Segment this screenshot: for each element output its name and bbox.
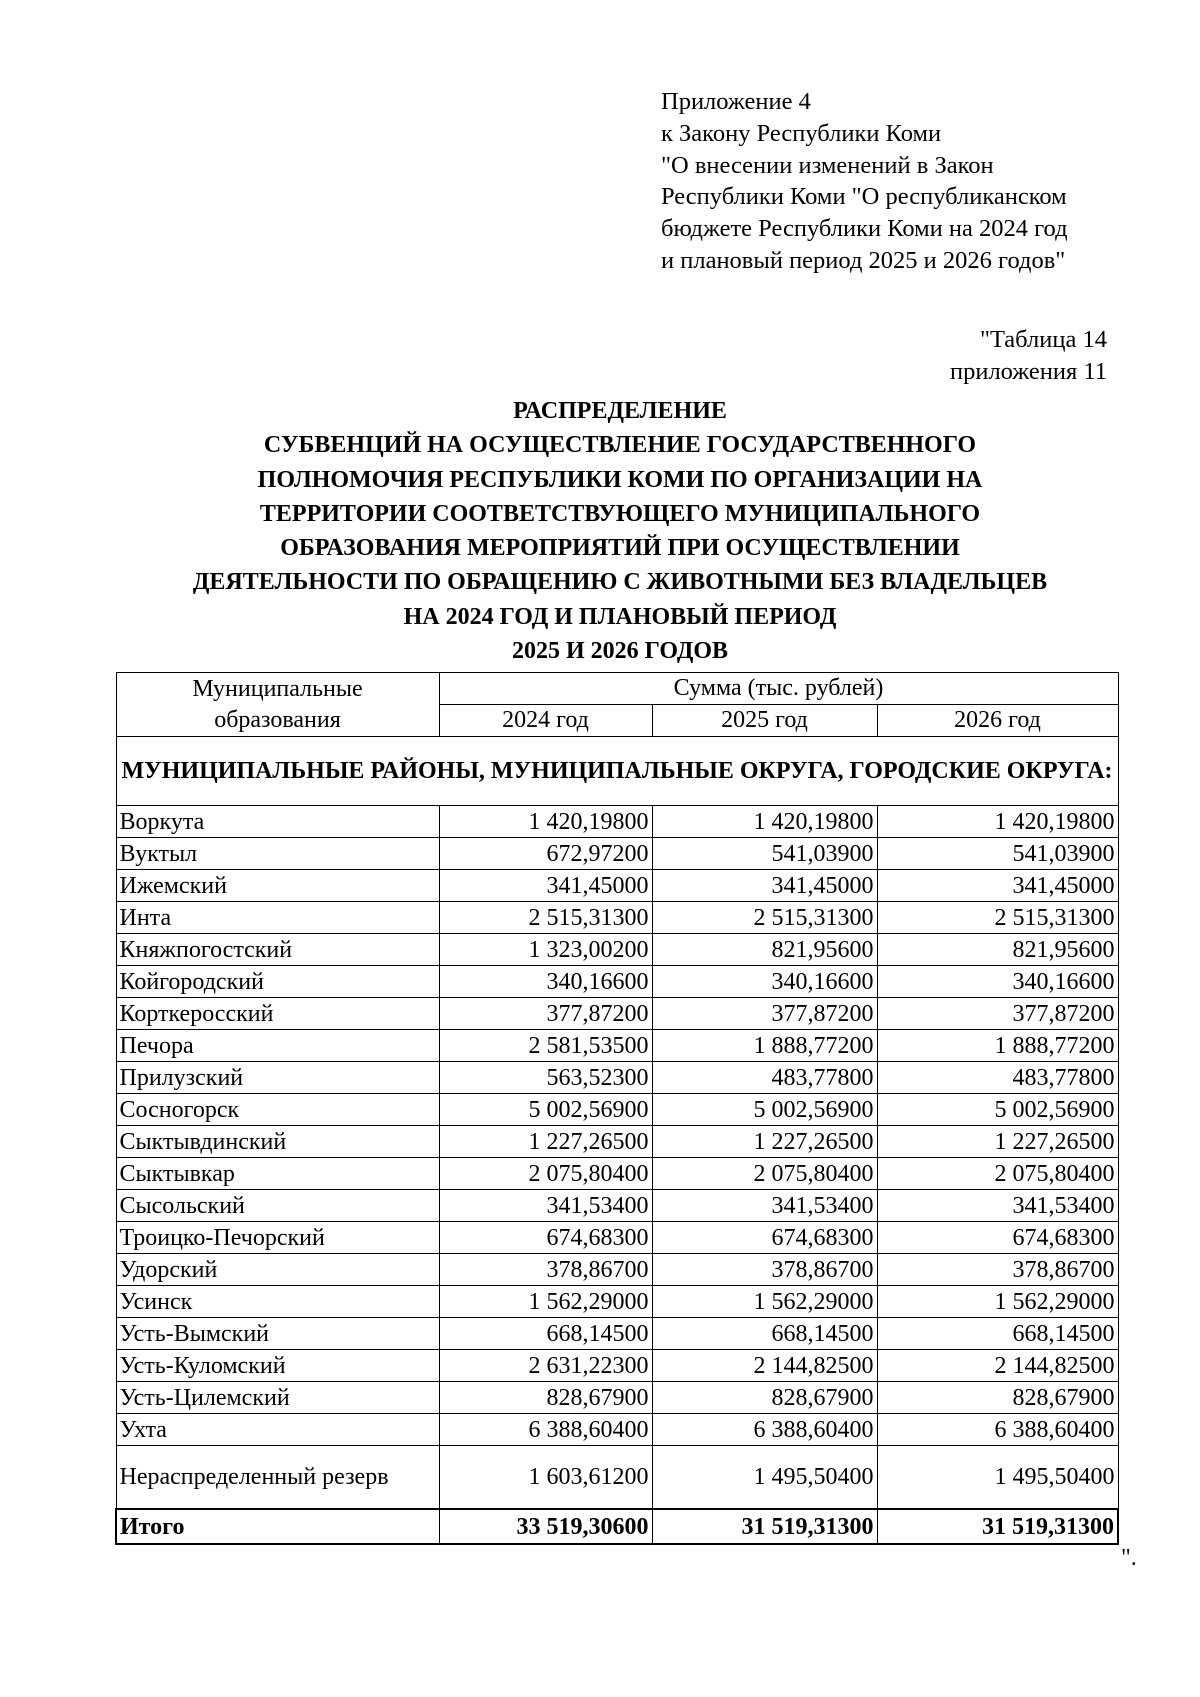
municipality-cell: Сысольский [116, 1190, 439, 1222]
amount-2025-cell: 1 420,19800 [652, 806, 877, 838]
municipality-cell: Печора [116, 1030, 439, 1062]
title-line: 2025 И 2026 ГОДОВ [512, 638, 728, 665]
amount-2026-cell: 541,03900 [877, 838, 1118, 870]
amount-2024-cell: 1 603,61200 [439, 1446, 652, 1510]
municipality-cell: Сыктывдинский [116, 1126, 439, 1158]
amount-2024-cell: 672,97200 [439, 838, 652, 870]
amount-2025-cell: 31 519,31300 [652, 1509, 877, 1544]
amount-2024-cell: 674,68300 [439, 1222, 652, 1254]
amount-2024-cell: 5 002,56900 [439, 1094, 652, 1126]
amount-2024-cell: 377,87200 [439, 998, 652, 1030]
municipality-cell: Сыктывкар [116, 1158, 439, 1190]
municipality-cell: Усть-Вымский [116, 1318, 439, 1350]
header-sum: Сумма (тыс. рублей) [439, 673, 1118, 705]
amount-2024-cell: 563,52300 [439, 1062, 652, 1094]
table-row [116, 1382, 1118, 1414]
amount-2024-cell: 1 323,00200 [439, 934, 652, 966]
municipality-cell: Койгородский [116, 966, 439, 998]
amount-2024-cell: 33 519,30600 [439, 1509, 652, 1544]
amount-2026-cell: 828,67900 [877, 1382, 1118, 1414]
amount-2026-cell: 340,16600 [877, 966, 1118, 998]
amount-2025-cell: 2 075,80400 [652, 1158, 877, 1190]
table-ref-line: приложения 11 [949, 357, 1107, 385]
document-title [110, 394, 1130, 668]
table-row [116, 1350, 1118, 1382]
municipality-cell: Усинск [116, 1286, 439, 1318]
amount-2026-cell: 1 888,77200 [877, 1030, 1118, 1062]
amount-2026-cell: 483,77800 [877, 1062, 1118, 1094]
header-year-2025: 2025 год [652, 705, 877, 737]
municipality-cell: Ижемский [116, 870, 439, 902]
table-ref-line: "Таблица 14 [979, 326, 1107, 353]
municipality-cell: Княжпогостский [116, 934, 439, 966]
closing-quote-mark: ". [1121, 1545, 1137, 1571]
amount-2026-cell: 668,14500 [877, 1318, 1118, 1350]
amount-2024-cell: 378,86700 [439, 1254, 652, 1286]
amount-2024-cell: 1 420,19800 [439, 806, 652, 838]
amount-2025-cell: 541,03900 [652, 838, 877, 870]
amount-2025-cell: 1 495,50400 [652, 1446, 877, 1510]
amount-2025-cell: 1 888,77200 [652, 1030, 877, 1062]
amount-2024-cell: 1 562,29000 [439, 1286, 652, 1318]
table-row [116, 1062, 1118, 1094]
header-municipality-line1: Муниципальные [192, 675, 363, 702]
municipality-cell: Воркута [116, 806, 439, 838]
section-title: МУНИЦИПАЛЬНЫЕ РАЙОНЫ, МУНИЦИПАЛЬНЫЕ ОКРУГА, ГОРОДСКИЕ ОКРУГА: [116, 737, 1118, 806]
amount-2025-cell: 5 002,56900 [652, 1094, 877, 1126]
table-reference [950, 324, 1107, 388]
amount-2026-cell: 1 420,19800 [877, 806, 1118, 838]
table-row [116, 902, 1118, 934]
header-year-2024: 2024 год [439, 705, 652, 737]
municipality-cell: Усть-Куломский [116, 1350, 439, 1382]
amount-2025-cell: 668,14500 [652, 1318, 877, 1350]
municipality-cell: Сосногорск [116, 1094, 439, 1126]
header-row [116, 673, 1118, 705]
amount-2024-cell: 341,45000 [439, 870, 652, 902]
amount-2024-cell: 828,67900 [439, 1382, 652, 1414]
amount-2026-cell: 821,95600 [877, 934, 1118, 966]
amount-2025-cell: 377,87200 [652, 998, 877, 1030]
amount-2024-cell: 668,14500 [439, 1318, 652, 1350]
amount-2025-cell: 1 562,29000 [652, 1286, 877, 1318]
table-row [116, 838, 1118, 870]
table-row [116, 1318, 1118, 1350]
amount-2025-cell: 483,77800 [652, 1062, 877, 1094]
table-row [116, 1414, 1118, 1446]
appendix-line: Приложение 4 [661, 88, 811, 115]
table-row [116, 1126, 1118, 1158]
amount-2026-cell: 6 388,60400 [877, 1414, 1118, 1446]
municipality-cell: Вуктыл [116, 838, 439, 870]
amount-2025-cell: 378,86700 [652, 1254, 877, 1286]
amount-2025-cell: 2 515,31300 [652, 902, 877, 934]
amount-2024-cell: 340,16600 [439, 966, 652, 998]
table-row [116, 1158, 1118, 1190]
amount-2025-cell: 1 227,26500 [652, 1126, 877, 1158]
table-row [116, 966, 1118, 998]
distribution-table [115, 672, 1119, 1545]
amount-2025-cell: 340,16600 [652, 966, 877, 998]
municipality-cell: Троицко-Печорский [116, 1222, 439, 1254]
amount-2026-cell: 341,53400 [877, 1190, 1118, 1222]
municipality-cell: Инта [116, 902, 439, 934]
title-line: ТЕРРИТОРИИ СООТВЕТСТВУЮЩЕГО МУНИЦИПАЛЬНОГО [259, 500, 981, 527]
amount-2026-cell: 2 515,31300 [877, 902, 1118, 934]
amount-2026-cell: 1 495,50400 [877, 1446, 1118, 1510]
amount-2026-cell: 31 519,31300 [877, 1509, 1118, 1544]
amount-2025-cell: 674,68300 [652, 1222, 877, 1254]
municipality-cell: Удорский [116, 1254, 439, 1286]
title-line: РАСПРЕДЕЛЕНИЕ [513, 398, 727, 424]
amount-2026-cell: 674,68300 [877, 1222, 1118, 1254]
amount-2024-cell: 341,53400 [439, 1190, 652, 1222]
amount-2024-cell: 1 227,26500 [439, 1126, 652, 1158]
amount-2026-cell: 1 227,26500 [877, 1126, 1118, 1158]
appendix-note [661, 86, 1068, 277]
header-year-2026: 2026 год [877, 705, 1118, 737]
title-line: НА 2024 ГОД И ПЛАНОВЫЙ ПЕРИОД [403, 603, 837, 630]
amount-2025-cell: 6 388,60400 [652, 1414, 877, 1446]
header-municipality [116, 673, 439, 737]
table-row [116, 806, 1118, 838]
header-municipality-line2: образования [214, 706, 341, 733]
amount-2025-cell: 341,53400 [652, 1190, 877, 1222]
amount-2026-cell: 341,45000 [877, 870, 1118, 902]
amount-2026-cell: 377,87200 [877, 998, 1118, 1030]
amount-2024-cell: 2 631,22300 [439, 1350, 652, 1382]
table-row [116, 1094, 1118, 1126]
appendix-line: к Закону Республики Коми [661, 119, 942, 147]
section-row [116, 737, 1118, 806]
table-row [116, 998, 1118, 1030]
municipality-cell: Нераспределенный резерв [116, 1446, 439, 1510]
table-row [116, 1190, 1118, 1222]
total-row [116, 1509, 1118, 1544]
table-row [116, 1254, 1118, 1286]
amount-2024-cell: 2 581,53500 [439, 1030, 652, 1062]
appendix-line: и плановый период 2025 и 2026 годов" [661, 246, 1066, 274]
table-row [116, 1286, 1118, 1318]
municipality-cell: Корткеросский [116, 998, 439, 1030]
title-line: ОБРАЗОВАНИЯ МЕРОПРИЯТИЙ ПРИ ОСУЩЕСТВЛЕНИИ [280, 535, 960, 562]
title-line: ПОЛНОМОЧИЯ РЕСПУБЛИКИ КОМИ ПО ОРГАНИЗАЦИИ НА [257, 466, 983, 493]
amount-2024-cell: 2 075,80400 [439, 1158, 652, 1190]
table-row [116, 934, 1118, 966]
table-body [116, 673, 1118, 1545]
appendix-line: "О внесении изменений в Закон [661, 151, 994, 179]
amount-2025-cell: 341,45000 [652, 870, 877, 902]
amount-2025-cell: 2 144,82500 [652, 1350, 877, 1382]
title-line: ДЕЯТЕЛЬНОСТИ ПО ОБРАЩЕНИЮ С ЖИВОТНЫМИ БЕЗ ВЛАДЕЛЬЦЕВ [192, 569, 1048, 596]
amount-2025-cell: 821,95600 [652, 934, 877, 966]
amount-2026-cell: 5 002,56900 [877, 1094, 1118, 1126]
municipality-cell: Усть-Цилемский [116, 1382, 439, 1414]
municipality-cell: Итого [116, 1509, 439, 1544]
reserve-row [116, 1446, 1118, 1510]
appendix-line: Республики Коми "О республиканском [661, 183, 1067, 211]
amount-2024-cell: 2 515,31300 [439, 902, 652, 934]
amount-2026-cell: 378,86700 [877, 1254, 1118, 1286]
table-row [116, 870, 1118, 902]
amount-2026-cell: 1 562,29000 [877, 1286, 1118, 1318]
appendix-line: бюджете Республики Коми на 2024 год [661, 215, 1068, 243]
municipality-cell: Ухта [116, 1414, 439, 1446]
amount-2025-cell: 828,67900 [652, 1382, 877, 1414]
amount-2024-cell: 6 388,60400 [439, 1414, 652, 1446]
table-row [116, 1030, 1118, 1062]
amount-2026-cell: 2 144,82500 [877, 1350, 1118, 1382]
municipality-cell: Прилузский [116, 1062, 439, 1094]
table-row [116, 1222, 1118, 1254]
title-line: СУБВЕНЦИЙ НА ОСУЩЕСТВЛЕНИЕ ГОСУДАРСТВЕННОГО [263, 432, 977, 459]
amount-2026-cell: 2 075,80400 [877, 1158, 1118, 1190]
